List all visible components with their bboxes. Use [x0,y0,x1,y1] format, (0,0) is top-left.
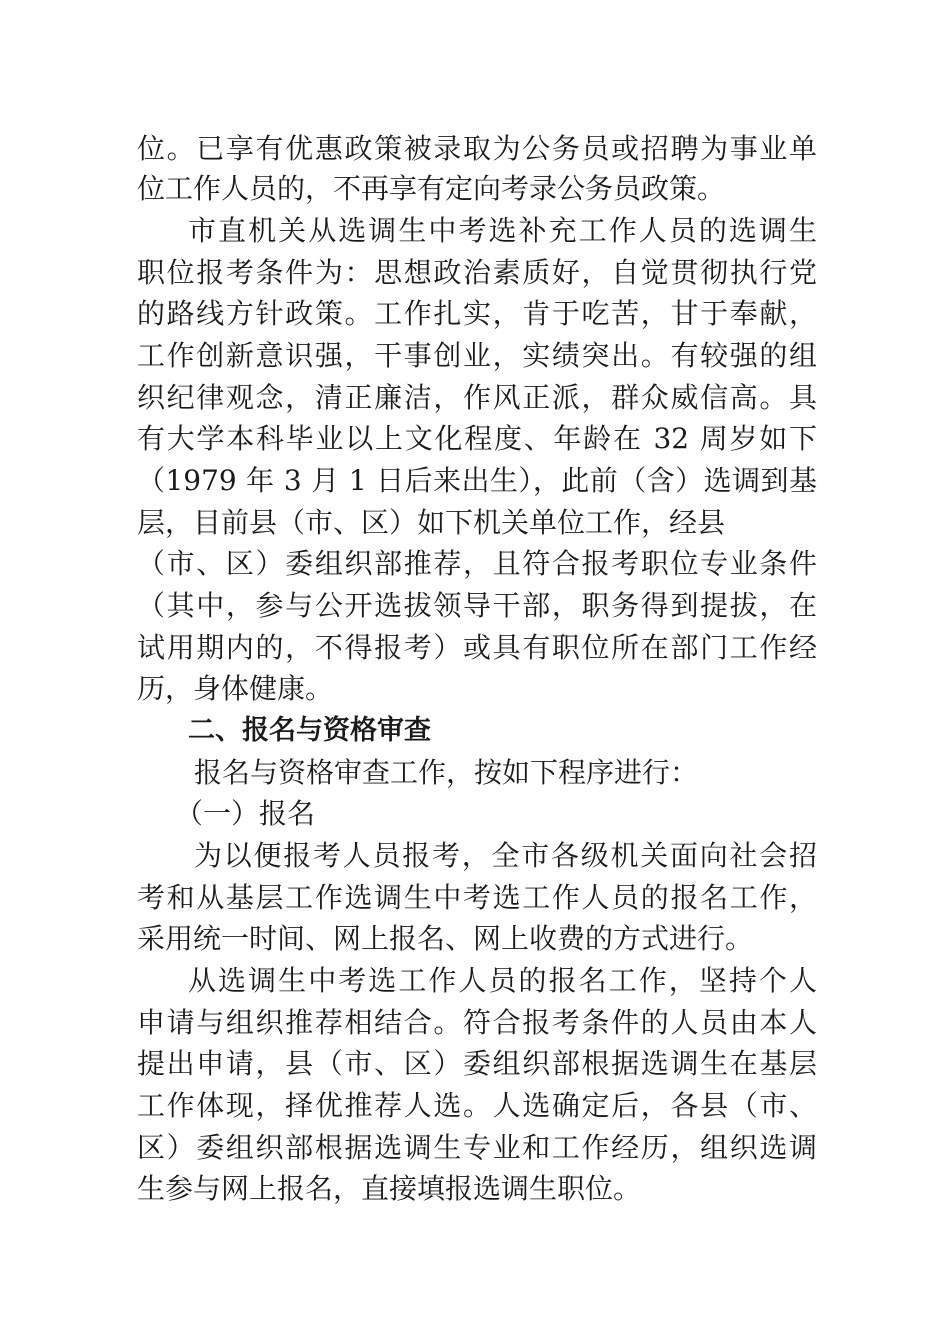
text-line: （市、区）委组织部推荐，且符合报考职位专业条件 [137,547,817,580]
paragraph-line: 报名与资格审查工作，按如下程序进行： [194,756,699,789]
text-line: 区）委组织部根据选调生专业和工作经历，组织选调 [137,1131,817,1164]
text-line: 位。已享有优惠政策被录取为公务员或招聘为事业单 [137,132,817,165]
paragraph-first-line: 从选调生中考选工作人员的报名工作，坚持个人 [188,964,817,997]
text-line: 试用期内的，不得报考）或具有职位所在部门工作经 [137,631,817,664]
subsection-heading: （一）报名 [175,797,316,830]
text-line: 申请与组织推荐相结合。符合报考条件的人员由本人 [137,1006,817,1039]
paragraph-first-line: 市直机关从选调生中考选补充工作人员的选调生 [188,214,817,247]
text-line: 职位报考条件为：思想政治素质好，自觉贯彻执行党 [137,256,817,289]
text-line: 提出申请，县（市、区）委组织部根据选调生在基层 [137,1047,817,1080]
text-line: 织纪律观念，清正廉洁，作风正派，群众威信高。具 [137,381,817,414]
text-line: 的路线方针政策。工作扎实，肯于吃苦，甘于奉献， [137,297,817,330]
text-line: 生参与网上报名，直接填报选调生职位。 [137,1172,642,1205]
section-heading: 二、报名与资格审查 [188,715,431,746]
text-line: 层，目前县（市、区）如下机关单位工作，经县 [137,506,726,539]
text-line: 采用统一时间、网上报名、网上收费的方式进行。 [137,922,754,955]
text-line: 位工作人员的，不再享有定向考录公务员政策。 [137,172,726,205]
text-line: 工作体现，择优推荐人选。人选确定后，各县（市、 [137,1089,817,1122]
text-line: 考和从基层工作选调生中考选工作人员的报名工作， [137,881,817,914]
text-line: 历，身体健康。 [137,672,334,705]
paragraph-first-line: 为以便报考人员报考，全市各级机关面向社会招 [194,839,817,872]
text-line: （其中，参与公开选拔领导干部，职务得到提拔，在 [137,589,817,622]
text-line: （1979 年 3 月 1 日后来出生），此前（含）选调到基 [137,464,817,497]
text-line: 有大学本科毕业以上文化程度、年龄在 32 周岁如下 [137,422,817,455]
text-line: 工作创新意识强，干事创业，实绩突出。有较强的组 [137,339,817,372]
